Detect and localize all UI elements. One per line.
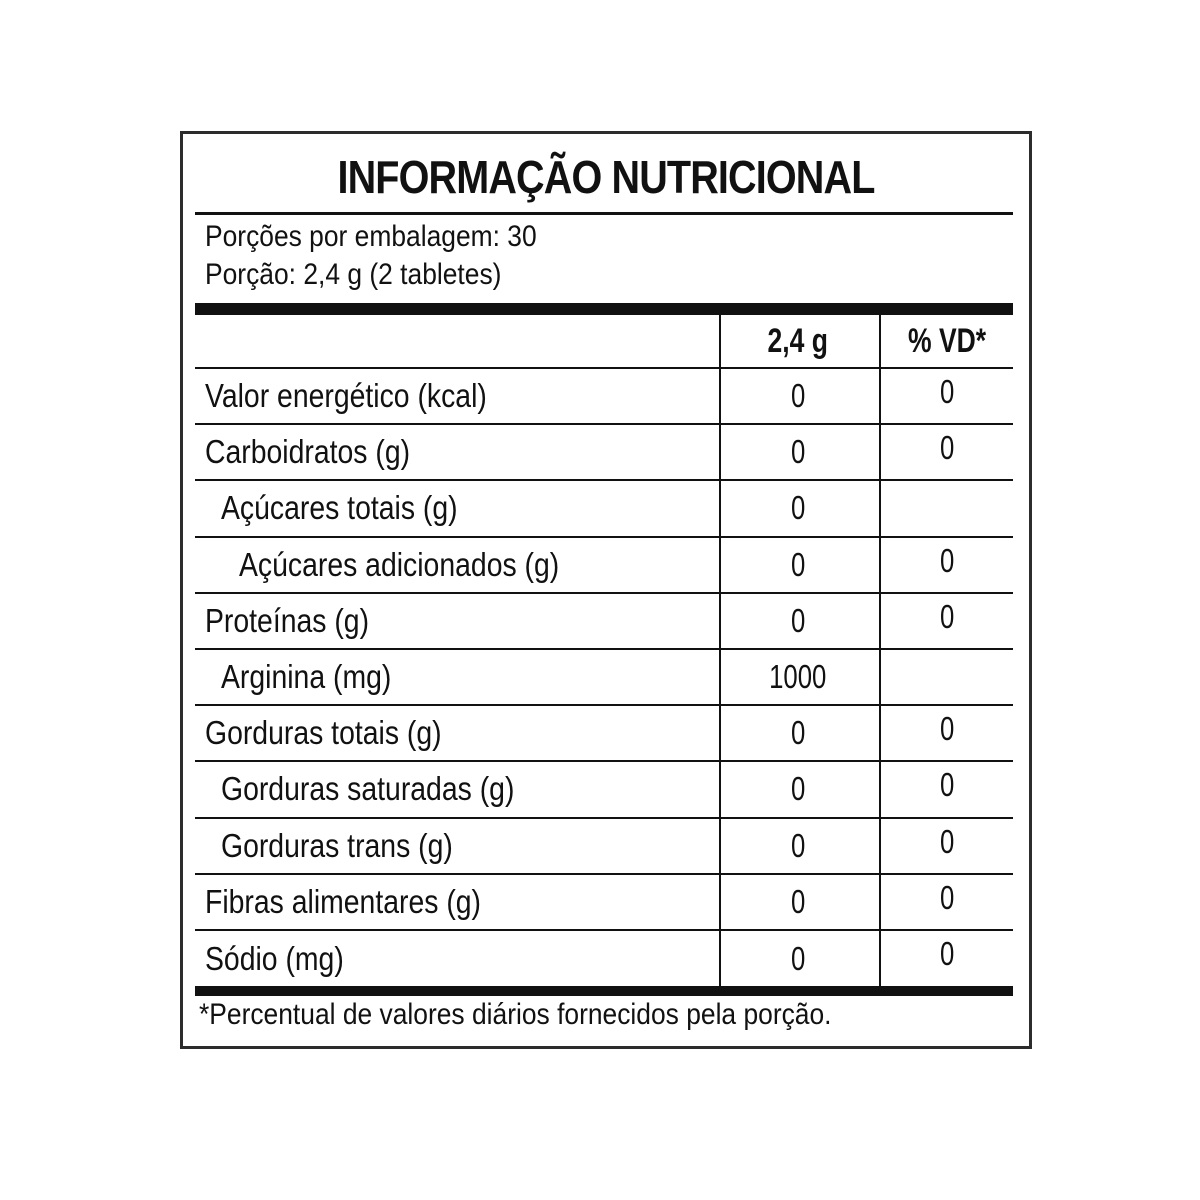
serving-divider <box>195 303 1013 315</box>
nutrient-amount <box>721 819 875 873</box>
nutrient-name-text: Açúcares adicionados (g) <box>239 545 560 583</box>
nutrient-amount <box>721 369 875 423</box>
nutrient-amount-text: 0 <box>790 377 806 415</box>
nutrient-amount <box>721 594 875 648</box>
table-row <box>195 762 1013 818</box>
nutrient-name-text: Sódio (mg) <box>205 940 344 978</box>
nutrient-daily-value <box>881 594 1013 648</box>
nutrient-amount-text: 0 <box>790 770 806 808</box>
table-row <box>195 819 1013 875</box>
nutrient-amount-text: 0 <box>790 489 806 527</box>
nutrient-daily-value-text: 0 <box>939 429 955 467</box>
table-header-row <box>195 315 1013 369</box>
nutrient-amount-text: 0 <box>790 601 806 639</box>
nutrient-daily-value-text: 0 <box>939 822 955 860</box>
nutrient-name-text: Carboidratos (g) <box>205 433 411 471</box>
amount-column-divider <box>719 315 721 987</box>
serving-size: Porção: 2,4 g (2 tabletes) <box>205 258 502 291</box>
table-row <box>195 931 1013 987</box>
nutrient-amount <box>721 481 875 535</box>
nutrient-amount-text: 0 <box>790 826 806 864</box>
nutrient-daily-value <box>881 369 1013 423</box>
nutrient-amount <box>721 931 875 987</box>
daily-value-column-header-text: % VD* <box>907 321 987 360</box>
nutrient-name-text: Fibras alimentares (g) <box>205 882 482 920</box>
table-row <box>195 481 1013 537</box>
label-title: INFORMAÇÃO NUTRICIONAL <box>337 151 875 203</box>
nutrient-daily-value-text: 0 <box>939 541 955 579</box>
nutrient-name <box>205 819 721 873</box>
table-row <box>195 650 1013 706</box>
daily-value-column-header <box>881 315 1013 367</box>
nutrient-daily-value <box>881 481 1013 535</box>
nutrient-amount <box>721 706 875 760</box>
nutrient-daily-value <box>881 538 1013 592</box>
nutrient-daily-value-text: 0 <box>939 878 955 916</box>
nutrient-name <box>205 875 705 929</box>
nutrient-name <box>205 931 705 987</box>
nutrient-daily-value <box>881 931 1013 987</box>
table-row <box>195 369 1013 425</box>
nutrient-name-text: Gorduras trans (g) <box>221 826 453 864</box>
nutrient-daily-value-text: 0 <box>939 710 955 748</box>
table-row <box>195 538 1013 594</box>
nutrient-name <box>205 481 721 535</box>
table-row <box>195 425 1013 481</box>
footnote-divider <box>195 986 1013 996</box>
nutrient-name-text: Gorduras saturadas (g) <box>221 770 515 808</box>
nutrient-amount <box>721 650 875 704</box>
nutrition-facts-label <box>180 131 1032 1049</box>
nutrient-amount <box>721 538 875 592</box>
nutrient-daily-value <box>881 425 1013 479</box>
nutrient-name <box>205 762 721 816</box>
nutrient-name-text: Gorduras totais (g) <box>205 714 442 752</box>
nutrient-amount <box>721 762 875 816</box>
nutrient-daily-value-text: 0 <box>939 373 955 410</box>
nutrient-name-text: Arginina (mg) <box>221 658 392 696</box>
nutrient-amount-text: 0 <box>790 714 806 752</box>
nutrient-name-text: Proteínas (g) <box>205 601 370 639</box>
daily-value-column-divider <box>879 315 881 987</box>
nutrient-amount-text: 0 <box>790 545 806 583</box>
table-row <box>195 594 1013 650</box>
nutrient-name <box>205 650 721 704</box>
nutrient-daily-value <box>881 875 1013 929</box>
nutrient-name <box>205 538 739 592</box>
nutrient-daily-value-text: 0 <box>939 766 955 804</box>
nutrient-daily-value <box>881 819 1013 873</box>
nutrient-name <box>205 425 705 479</box>
nutrient-name <box>205 369 705 423</box>
nutrient-amount-text: 0 <box>790 433 806 471</box>
table-row <box>195 875 1013 931</box>
title-divider <box>195 212 1013 215</box>
table-row <box>195 706 1013 762</box>
nutrient-name <box>205 706 705 760</box>
nutrient-name-text: Açúcares totais (g) <box>221 489 458 527</box>
nutrient-daily-value <box>881 762 1013 816</box>
nutrient-daily-value <box>881 706 1013 760</box>
nutrient-daily-value <box>881 650 1013 704</box>
servings-per-package: Porções por embalagem: 30 <box>205 220 537 253</box>
footnote: *Percentual de valores diários fornecidos pela porção. <box>199 998 832 1031</box>
nutrient-daily-value-text: 0 <box>939 935 955 972</box>
nutrient-amount-text: 1000 <box>769 658 827 696</box>
nutrient-amount-text: 0 <box>790 882 806 920</box>
nutrient-name-text: Valor energético (kcal) <box>205 377 487 415</box>
nutrient-daily-value-text: 0 <box>939 597 955 635</box>
nutrient-amount-text: 0 <box>790 940 806 978</box>
amount-column-header <box>721 315 875 367</box>
nutrient-amount <box>721 875 875 929</box>
amount-column-header-text: 2,4 g <box>767 321 829 360</box>
nutrient-amount <box>721 425 875 479</box>
nutrient-name <box>205 594 705 648</box>
